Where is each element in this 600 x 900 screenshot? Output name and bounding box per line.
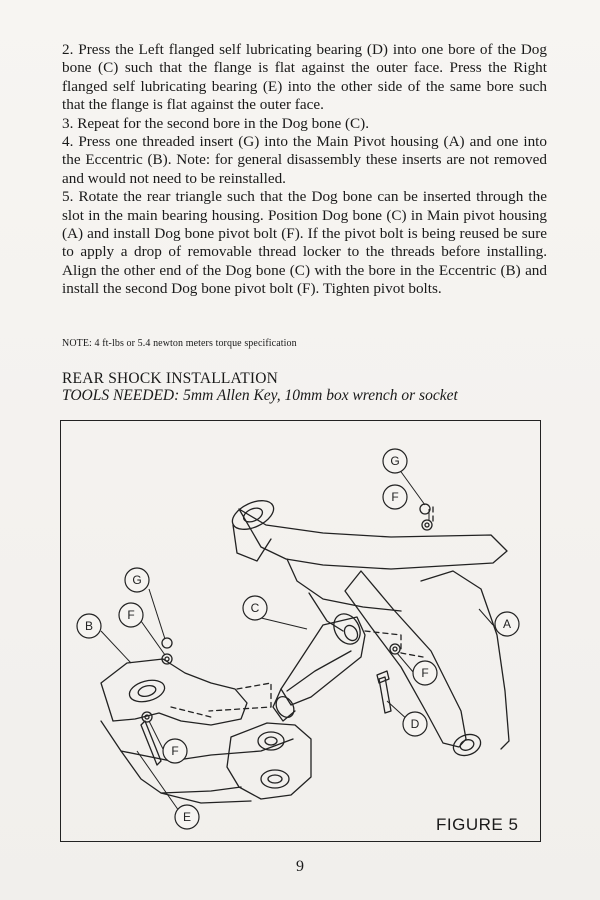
callout-f-right-label: F — [421, 666, 429, 680]
callout-a-label: A — [502, 617, 512, 631]
callout-f-bottom-label: F — [171, 744, 179, 758]
page-number: 9 — [296, 858, 304, 875]
callout-e-label: E — [182, 810, 192, 824]
rear-shock-exploded-diagram — [61, 421, 541, 842]
figure-caption: FIGURE 5 — [436, 815, 519, 834]
figure-5-frame — [60, 420, 541, 842]
tools-needed: TOOLS NEEDED: 5mm Allen Key, 10mm box wrench or socket — [62, 387, 458, 404]
rear-shock-body — [281, 617, 365, 705]
callout-c-label: C — [250, 601, 260, 615]
callout-b-label: B — [84, 619, 94, 633]
callout-g-top-label: G — [390, 454, 400, 468]
torque-note: NOTE: 4 ft-lbs or 5.4 newton meters torque specification — [62, 338, 297, 349]
bottom-tube-end — [450, 731, 483, 759]
main-frame-top-tube — [239, 509, 507, 569]
callout-f-top-label: F — [391, 490, 399, 504]
step-3: 3. Repeat for the second bore in the Dog bone (C). — [62, 114, 370, 132]
callout-g-left-label: G — [132, 573, 142, 587]
step-2: 2. Press the Left flanged self lubricating bearing (D) into one bore of the Dog bone (C) such that the flange is flat against the outer face. Press the Right flanged self lubricating bearing (E) into the other side of the same bore such that the flange is flat against the outer face. — [62, 41, 547, 114]
eccentric-housing — [127, 677, 167, 706]
callout-f-left-label: F — [127, 608, 135, 622]
section-heading: REAR SHOCK INSTALLATION — [62, 370, 279, 387]
main-pivot-housing — [228, 495, 278, 535]
step-5: 5. Rotate the rear triangle such that the Dog bone can be inserted through the slot in the main bearing housing. Position Dog bone (C) in Main pivot housing (A) and install Dog bone pivot bolt (F). If the pivot bolt is being reused be sure to apply a drop of removable thread locker to the threads before installing. Align the other end of the Dog bone (C) with the bore in the Eccentric (B) and install the second Dog bone pivot bolt (F). Tighten pivot bolts. — [62, 188, 547, 298]
rear-triangle-stay — [101, 659, 247, 725]
callout-d-label: D — [410, 717, 420, 731]
step-4: 4. Press one threaded insert (G) into the Main Pivot housing (A) and one into the Eccentric (B). Note: for general disassembly these inserts are not removed and would not need to be reinstalled. — [62, 133, 547, 187]
assembly-instructions — [62, 41, 547, 299]
